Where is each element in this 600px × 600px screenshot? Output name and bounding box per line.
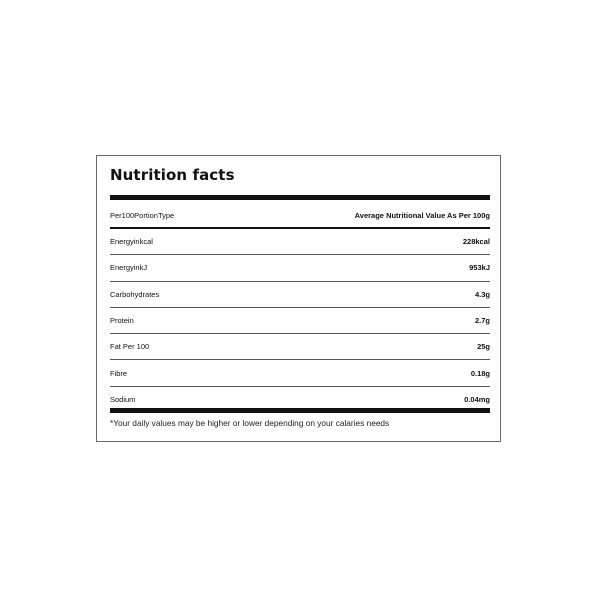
nutrition-row-fat (110, 334, 490, 360)
row-label: Fat Per 100 (110, 342, 150, 352)
portion-type-label: Per100PortionType (110, 211, 175, 220)
nutrition-row-protein (110, 308, 490, 334)
nutrition-rows (110, 229, 490, 413)
row-value: 953kJ (469, 263, 490, 273)
row-label: Fibre (110, 368, 128, 378)
row-label: Protein (110, 316, 134, 326)
row-value: 25g (477, 342, 490, 352)
row-value: 228kcal (462, 237, 490, 247)
row-label: Sodium (110, 395, 136, 405)
average-value-label: Average Nutritional Value As Per 100g (354, 211, 490, 220)
row-label: EnergyinkJ (110, 263, 148, 273)
nutrition-header-row (110, 203, 490, 228)
row-value: 0.04mg (464, 395, 490, 405)
row-label: Energyinkcal (110, 237, 153, 247)
nutrition-row-energy-kj (110, 255, 490, 281)
top-divider (110, 195, 490, 200)
nutrition-row-carbohydrates (110, 282, 490, 308)
nutrition-row-energy-kcal (110, 229, 490, 255)
row-value: 0.18g (470, 368, 490, 378)
nutrition-title: Nutrition facts (110, 166, 235, 184)
nutrition-facts-panel (96, 155, 501, 442)
daily-values-footnote: *Your daily values may be higher or lower depending on your calaries needs (110, 418, 390, 428)
row-value: 4.3g (474, 289, 490, 299)
row-label: Carbohydrates (110, 289, 160, 299)
nutrition-row-fibre (110, 360, 490, 386)
bottom-divider (110, 408, 490, 413)
row-value: 2.7g (474, 316, 490, 326)
